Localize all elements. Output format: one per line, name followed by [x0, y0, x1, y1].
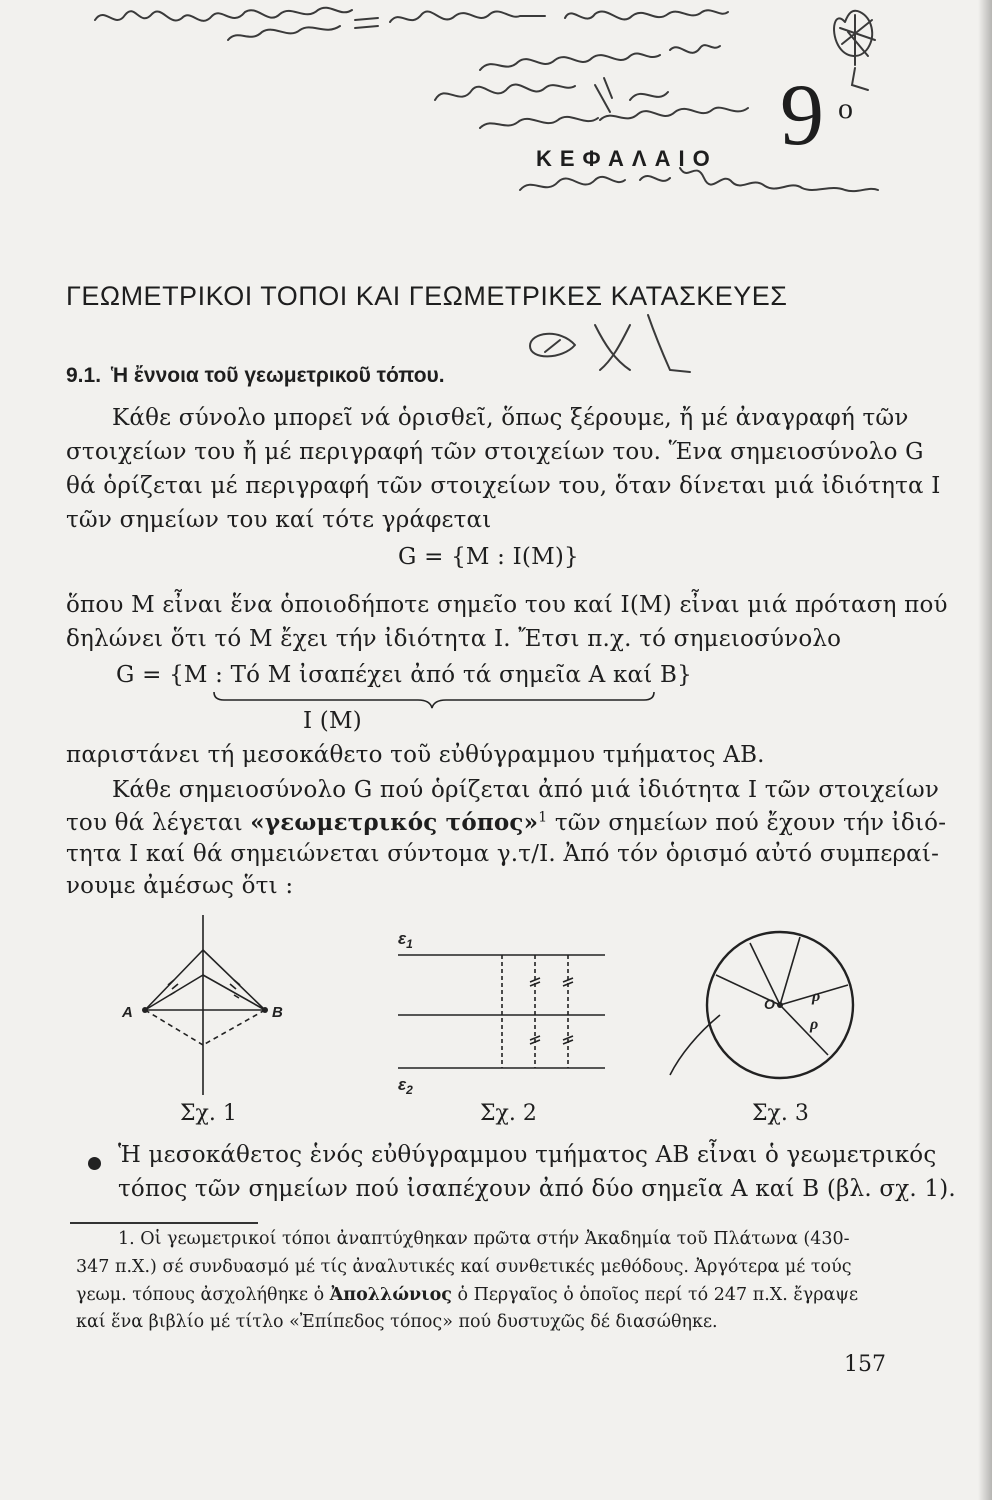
figure-1-caption: Σχ. 1 — [180, 1101, 237, 1126]
label-o: O — [764, 996, 775, 1012]
label-a: A — [122, 1004, 133, 1021]
svg-text:ε2 — [398, 1075, 413, 1097]
section-heading — [66, 364, 445, 388]
footnote-line: 347 π.Χ.) σέ συνδυασμό μέ τίς ἀναλυτικές καί συνθετικές μεθόδους. Ἀργότερα μέ τούς — [76, 1257, 852, 1277]
section-number: 9.1. — [66, 364, 102, 387]
underbrace — [210, 690, 660, 710]
paragraph-line: θά ὁρίζεται μέ περιγραφή τῶν στοιχείων του, ὅταν δίνεται μιά ἰδιότητα I — [66, 473, 941, 499]
page-title: ΓΕΩΜΕΤΡΙΚΟΙ ΤΟΠΟΙ ΚΑΙ ΓΕΩΜΕΤΡΙΚΕΣ ΚΑΤΑΣΚΕΥΕΣ — [66, 281, 788, 311]
name-apollonius: Ἀπολλώνιος — [329, 1285, 452, 1305]
text-run: του θά λέγεται — [66, 810, 251, 836]
paragraph-line: στοιχείων του ἤ μέ περιγραφή τῶν στοιχείων του. Ἕνα σημειοσύνολο G — [66, 439, 924, 465]
paragraph-line: νουμε ἀμέσως ὅτι : — [66, 873, 294, 899]
point-b — [262, 1007, 268, 1013]
text-run: γεωμ. τόπους ἀσχολήθηκε ὁ — [76, 1285, 330, 1305]
formula-example — [116, 662, 692, 688]
section-title: Ἡ ἔννοια τοῦ γεωμετρικοῦ τόπου. — [110, 364, 445, 387]
paragraph-line: τῶν σημείων του καί τότε γράφεται — [66, 507, 492, 533]
term-geometric-locus: «γεωμετρικός τόπος» — [250, 809, 539, 836]
formula-property: Τό M ἰσαπέχει ἀπό τά σημεῖα A καί B — [230, 662, 678, 688]
label-e1: ε — [398, 929, 407, 948]
page-number: 157 — [844, 1352, 886, 1377]
paragraph-line: παριστάνει τή μεσοκάθετο τοῦ εὐθύγραμμου τμήματος AB. — [66, 742, 765, 768]
paragraph-line: δηλώνει ὅτι τό M ἔχει τήν ἰδιότητα I. Ἔτσι π.χ. τό σημειοσύνολο — [66, 626, 842, 652]
chapter-number: 9 — [780, 67, 824, 164]
formula-lhs: G = {M : — [116, 662, 231, 688]
text-run: τῶν σημείων πού ἔχουν τήν ἰδιό- — [547, 810, 947, 836]
paragraph-line: Κάθε σύνολο μπορεῖ νά ὁρισθεῖ, ὅπως ξέρουμε, ἤ μέ ἀναγραφή τῶν — [112, 405, 909, 431]
figure-3-caption: Σχ. 3 — [752, 1101, 809, 1126]
chapter-ordinal: ο — [838, 92, 853, 125]
footnote-line — [76, 1285, 858, 1305]
underbrace-label: I (M) — [303, 708, 362, 734]
formula-set-builder: G = {M : I(M)} — [398, 544, 579, 570]
paragraph-line: τητα I καί θά σημειώνεται σύντομα γ.τ/I. Ἀπό τόν ὁρισμό αὐτό συμπεραί- — [66, 841, 940, 867]
bullet-line: τόπος τῶν σημείων πού ἰσαπέχουν ἀπό δύο σημεῖα A καί B (βλ. σχ. 1). — [118, 1176, 956, 1202]
bullet-dot — [88, 1157, 101, 1170]
label-e1-sub: 1 — [406, 937, 413, 951]
figure-2-caption: Σχ. 2 — [480, 1101, 537, 1126]
text-run: ὁ Περγαῖος ὁ ὁποῖος περί τό 247 π.Χ. ἔγραψε — [451, 1285, 859, 1305]
footnote-line: καί ἕνα βιβλίο μέ τίτλο «Ἐπίπεδος τόπος» πού δυστυχῶς δέ διασώθηκε. — [76, 1312, 718, 1332]
footnote-ref: 1 — [538, 809, 548, 826]
page-edge-shadow — [978, 0, 992, 1500]
paragraph-line — [66, 809, 946, 836]
paragraph-line: Κάθε σημειοσύνολο G πού ὁρίζεται ἀπό μιά ἰδιότητα I τῶν στοιχείων — [112, 777, 940, 803]
formula-close: } — [677, 662, 692, 688]
label-e2: ε — [398, 1075, 407, 1094]
footnote-line: 1. Οἱ γεωμετρικοί τόποι ἀναπτύχθηκαν πρῶτα στήν Ἀκαδημία τοῦ Πλάτωνα (430- — [118, 1229, 850, 1249]
handwritten-annotations — [0, 0, 992, 420]
chapter-word: ΚΕΦΑΛΑΙΟ — [536, 146, 718, 171]
label-rho-2: ρ — [810, 1016, 819, 1033]
label-rho-1: ρ — [812, 988, 821, 1005]
figure-3 — [660, 915, 880, 1105]
svg-text:ε1 — [398, 929, 413, 951]
paragraph-line: ὅπου M εἶναι ἕνα ὁποιοδήποτε σημεῖο του καί I(M) εἶναι μιά πρόταση πού — [66, 592, 948, 618]
point-a — [142, 1007, 148, 1013]
figure-2 — [390, 920, 630, 1130]
label-b: B — [272, 1004, 283, 1021]
center-point — [777, 1002, 783, 1008]
footnote-rule — [70, 1222, 258, 1224]
bullet-line: Ἡ μεσοκάθετος ἑνός εὐθύγραμμου τμήματος AB εἶναι ὁ γεωμετρικός — [118, 1142, 937, 1168]
label-e2-sub: 2 — [406, 1083, 413, 1097]
